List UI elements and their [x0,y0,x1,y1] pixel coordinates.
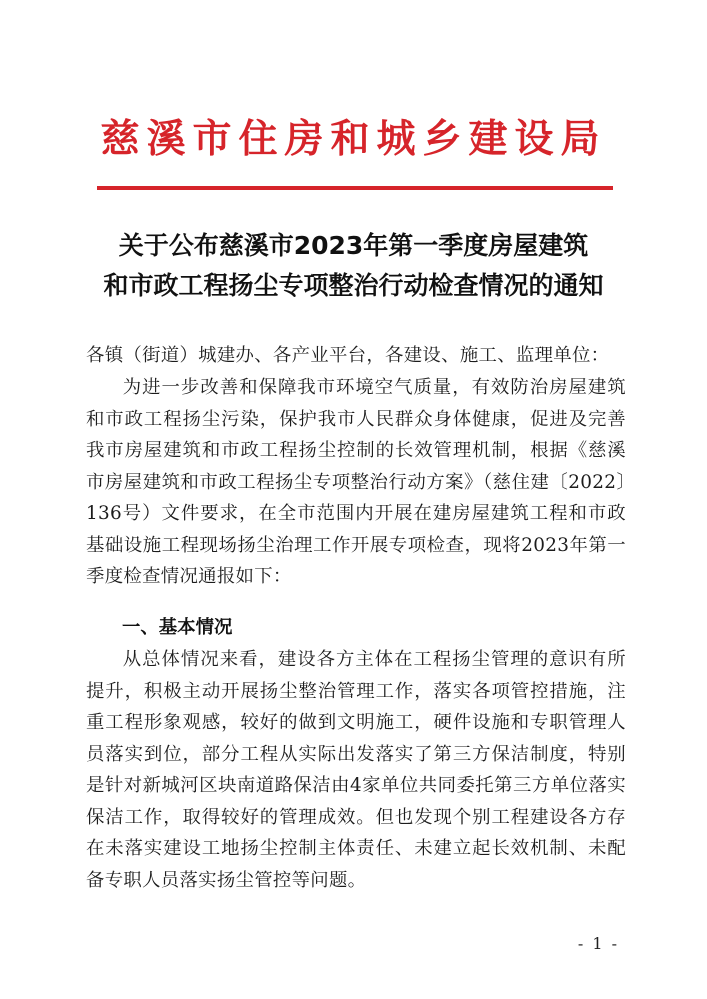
notice-title-line-2: 和市政工程扬尘专项整治行动检查情况的通知 [103,271,604,300]
body-paragraph-1: 为进一步改善和保障我市环境空气质量，有效防治房屋建筑和市政工程扬尘污染，保护我市人民群众身体健康，促进及完善我市房屋建筑和市政工程扬尘控制的长效管理机制，根据《慈溪市房屋建筑和市政工程扬尘专项整治行动方案》（慈住建〔2022〕136号）文件要求，在全市范围内开展在建房屋建筑工程和市政基础设施工程现场扬尘治理工作开展专项检查，现将2023年第一季度检查情况通报如下： [86,377,626,587]
section-heading-basic-situation: 一、基本情况 [122,617,233,638]
notice-title-line-1: 关于公布慈溪市2023年第一季度房屋建筑 [118,231,589,260]
red-header-divider [97,186,613,190]
notice-title [0,226,707,306]
salutation: 各镇（街道）城建办、各产业平台，各建设、施工、监理单位： [86,345,610,366]
page-number: - 1 - [577,934,619,953]
issuing-organization-header: 慈溪市住房和城乡建设局 [100,117,607,162]
body-paragraph-2: 从总体情况来看，建设各方主体在工程扬尘管理的意识有所提升，积极主动开展扬尘整治管理工作，落实各项管控措施，注重工程形象观感，较好的做到文明施工，硬件设施和专职管理人员落实到位，部分工程从实际出发落实了第三方保洁制度，特别是针对新城河区块南道路保洁由4家单位共同委托第三方单位落实保洁工作，取得较好的管理成效。但也发现个别工程建设各方存在未落实建设工地扬尘控制主体责任、未建立起长效机制、未配备专职人员落实扬尘管控等问题。 [86,649,626,891]
